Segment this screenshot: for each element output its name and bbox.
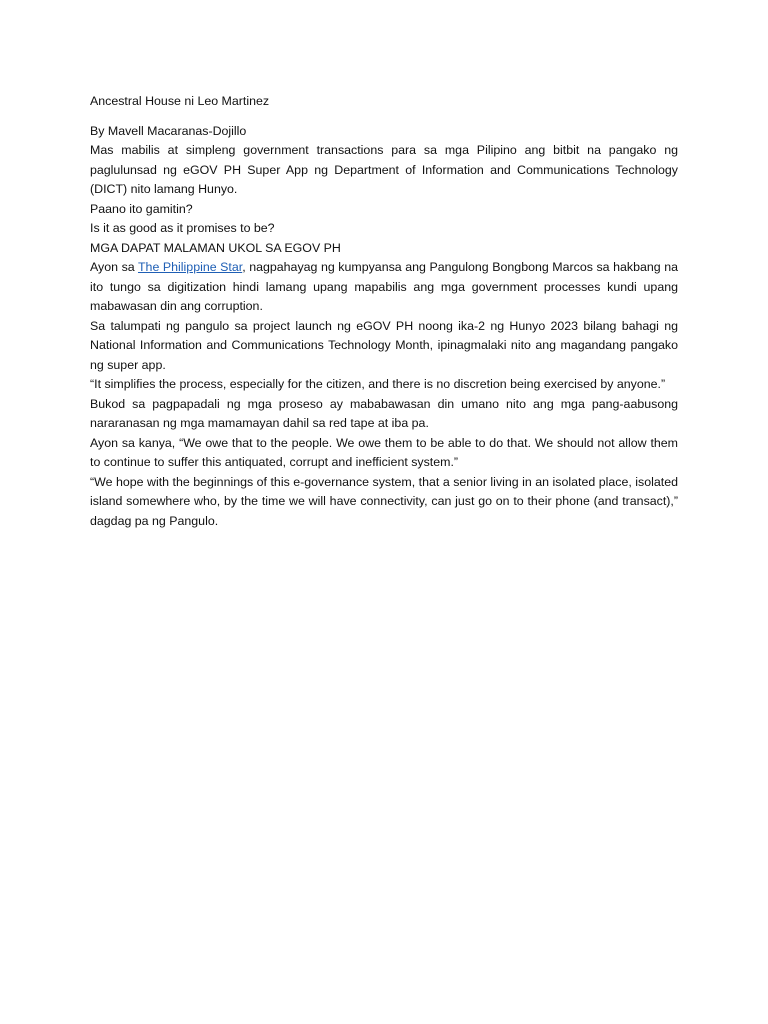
paragraph-e-governance: “We hope with the beginnings of this e-governance system, that a senior living in an isolated place, isolated island somewhere who, by the time we will have connectivity, can just go on to their phone (and transact),” dagdag pa ng Pangulo.: [90, 474, 678, 528]
paragraph-philstar: [90, 258, 678, 317]
paragraph-philstar-pre: Ayon sa: [90, 260, 138, 274]
question-how-to-use: Paano ito gamitin?: [90, 201, 193, 216]
paragraph-intro: Mas mabilis at simpleng government transactions para sa mga Pilipino ang bitbit na pangako ng paglulunsad ng eGOV PH Super App ng Department of Information and Communications Technology (DICT) nito lamang Hunyo.: [90, 143, 678, 196]
section-heading: MGA DAPAT MALAMAN UKOL SA EGOV PH: [90, 240, 341, 255]
philippine-star-link[interactable]: The Philippine Star: [137, 260, 243, 274]
document-title: Ancestral House ni Leo Martinez: [90, 94, 270, 108]
paragraph-speech: Sa talumpati ng pangulo sa project launch ng eGOV PH noong ika-2 ng Hunyo 2023 bilang bahagi ng National Information and Communications Technology Month, ipinagmalaki nito ang magandang pangako ng super app.: [90, 318, 678, 372]
question-is-it-good: Is it as good as it promises to be?: [90, 221, 275, 235]
document-body: [90, 92, 678, 531]
paragraph-philstar-post: , nagpahayag ng kumpyansa ang Pangulong Bongbong Marcos sa hakbang na ito tungo sa digitization hindi lamang upang mapabilis ang mga government processes kundi upang mabawasan din ang corruption.: [90, 260, 678, 313]
document-byline: By Mavell Macaranas-Dojillo: [90, 123, 247, 138]
quote-simplifies: “It simplifies the process, especially for the citizen, and there is no discretion being exercised by anyone.”: [90, 377, 666, 391]
paragraph-red-tape: Bukod sa pagpapadali ng mga proseso ay mababawasan din umano nito ang mga pang-aabusong nararanasan ng mga mamamayan dahil sa red tape at iba pa.: [90, 396, 678, 430]
paragraph-we-owe: Ayon sa kanya, “We owe that to the people. We owe them to be able to do that. We should not allow them to continue to suffer this antiquated, corrupt and inefficient system.”: [90, 435, 678, 469]
